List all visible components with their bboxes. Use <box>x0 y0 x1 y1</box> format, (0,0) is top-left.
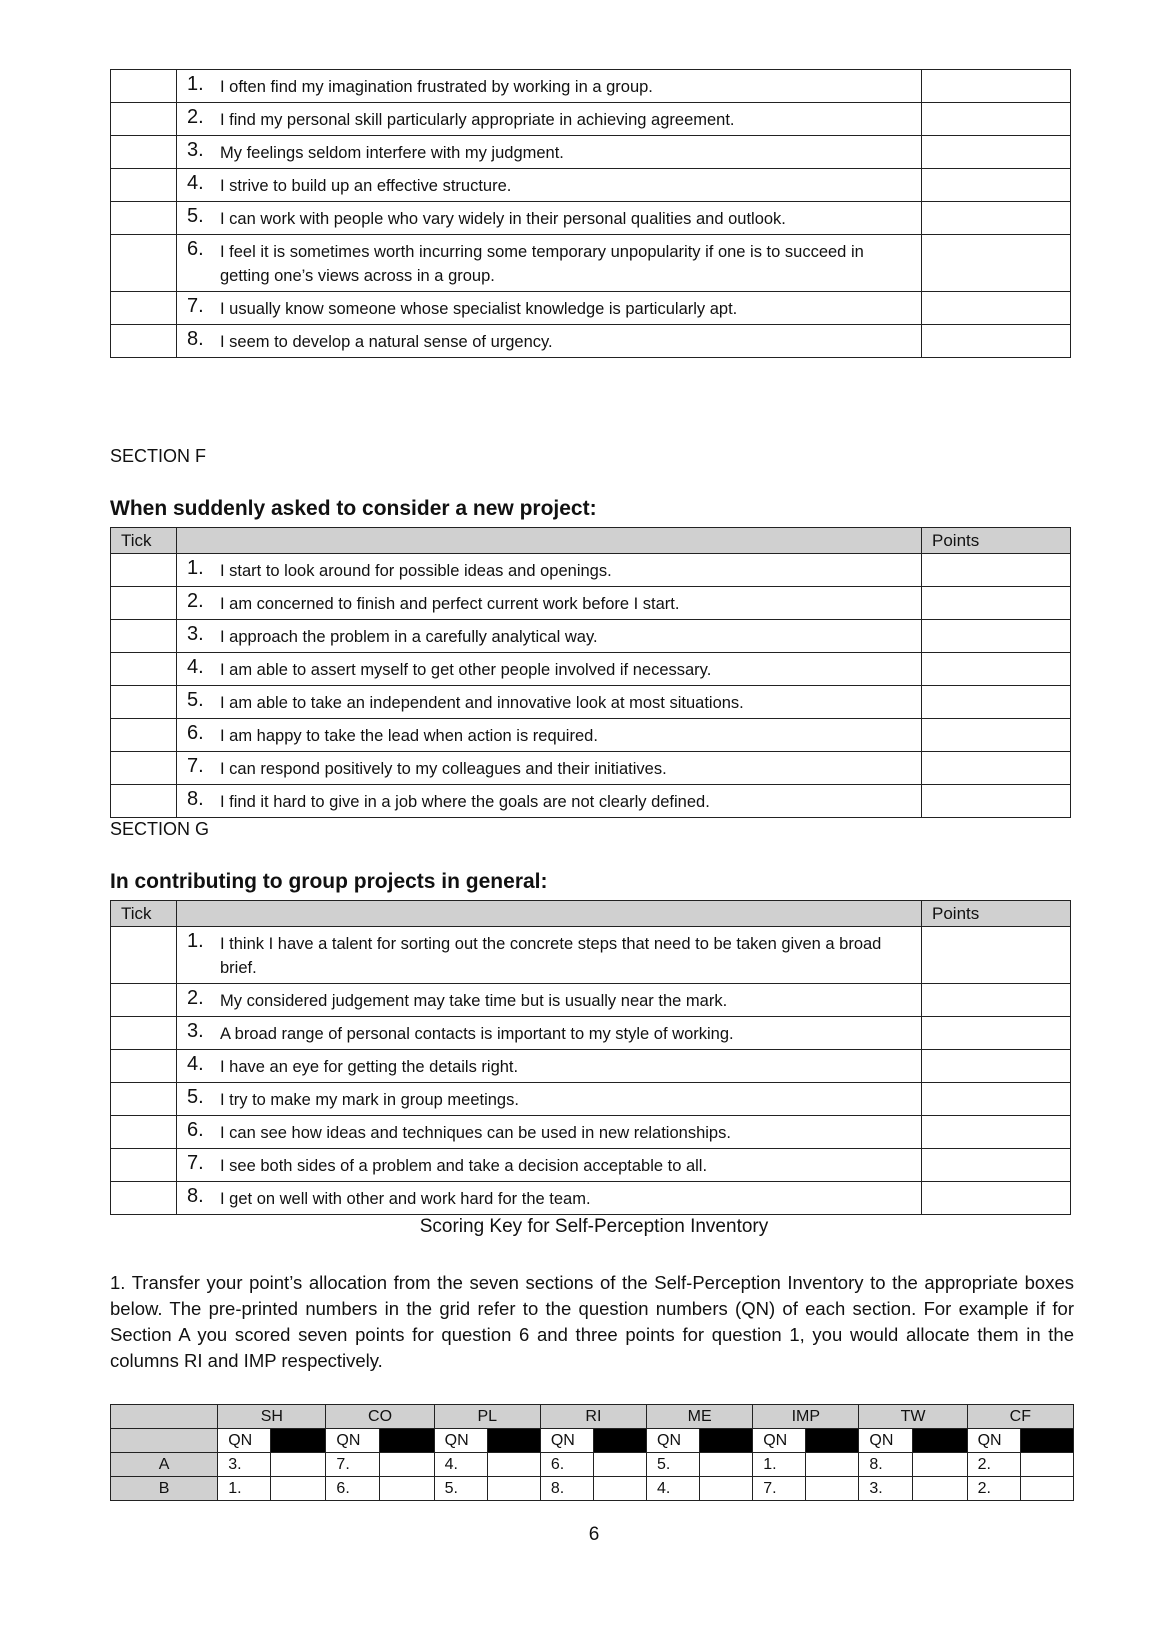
statement-cell <box>177 103 922 136</box>
table-row <box>111 325 1071 358</box>
list-item <box>187 328 915 354</box>
blocked-cell <box>1020 1429 1073 1453</box>
list-item <box>187 172 915 198</box>
section-f-label: SECTION F <box>110 446 207 466</box>
points-column-header: Points <box>922 901 1071 927</box>
item-text: A broad range of personal contacts is important to my style of working. <box>220 1025 734 1043</box>
role-header: CF <box>967 1405 1073 1429</box>
points-entry-cell[interactable] <box>1020 1453 1073 1477</box>
list-item <box>187 755 915 781</box>
item-number: 6. <box>187 238 204 260</box>
scoring-instructions: 1. Transfer your point’s allocation from the seven sections of the Self-Perception Inventory to the appropriate boxes below. The pre-printed numbers in the grid refer to the question numbers (QN) of each section. For example if for Section A you scored seven points for question 6 and three points for question 1, you would allocate them in the columns RI and IMP respectively. <box>110 1272 1074 1371</box>
qn-label: QN <box>540 1429 593 1453</box>
points-cell[interactable] <box>922 785 1071 818</box>
qn-label: QN <box>647 1429 700 1453</box>
item-number: 3. <box>187 139 204 161</box>
table-row <box>111 1116 1071 1149</box>
statement-cell <box>177 1182 922 1215</box>
role-header: TW <box>859 1405 967 1429</box>
section-row-label: A <box>111 1453 218 1477</box>
question-number-cell: 4. <box>434 1453 487 1477</box>
qn-label: QN <box>326 1429 379 1453</box>
points-cell[interactable] <box>922 686 1071 719</box>
list-item <box>187 656 915 682</box>
item-text: I can see how ideas and techniques can be used in new relationships. <box>220 1124 731 1142</box>
role-header: PL <box>434 1405 540 1429</box>
points-cell[interactable] <box>922 1116 1071 1149</box>
tick-cell[interactable] <box>111 653 177 686</box>
statement-cell <box>177 927 922 984</box>
table-row <box>111 719 1071 752</box>
points-entry-cell[interactable] <box>912 1453 967 1477</box>
question-number-cell: 1. <box>753 1453 806 1477</box>
points-cell[interactable] <box>922 169 1071 202</box>
statement-cell <box>177 169 922 202</box>
qn-label: QN <box>859 1429 912 1453</box>
list-item <box>187 1053 915 1079</box>
item-text: I find it hard to give in a job where the goals are not clearly defined. <box>220 793 710 811</box>
tick-cell[interactable] <box>111 1050 177 1083</box>
item-number: 5. <box>187 689 204 711</box>
item-number: 5. <box>187 1086 204 1108</box>
statement-cell <box>177 1149 922 1182</box>
list-item <box>187 295 915 321</box>
role-header: CO <box>326 1405 434 1429</box>
item-number: 8. <box>187 1185 204 1207</box>
statement-cell <box>177 719 922 752</box>
table-row <box>111 653 1071 686</box>
item-number: 3. <box>187 1020 204 1042</box>
statement-cell <box>177 1116 922 1149</box>
statement-cell <box>177 1083 922 1116</box>
statement-cell <box>177 587 922 620</box>
item-text: I think I have a talent for sorting out the concrete steps that need to be taken given a broad brief. <box>220 935 882 977</box>
question-number-cell: 7. <box>753 1477 806 1501</box>
question-number-cell: 5. <box>647 1453 700 1477</box>
table-row <box>111 1149 1071 1182</box>
tick-cell[interactable] <box>111 1116 177 1149</box>
question-number-cell: 7. <box>326 1453 379 1477</box>
table-row <box>111 620 1071 653</box>
tick-cell[interactable] <box>111 927 177 984</box>
table-row <box>111 785 1071 818</box>
table-row <box>111 136 1071 169</box>
statement-cell <box>177 70 922 103</box>
tick-cell[interactable] <box>111 686 177 719</box>
tick-cell[interactable] <box>111 292 177 325</box>
item-text: My considered judgement may take time but is usually near the mark. <box>220 992 728 1010</box>
item-number: 1. <box>187 930 204 952</box>
list-item <box>187 205 915 231</box>
points-entry-cell[interactable] <box>1020 1477 1073 1501</box>
item-text: I feel it is sometimes worth incurring some temporary unpopularity if one is to succeed in getting one’s views across in a group. <box>220 243 864 285</box>
question-number-cell: 1. <box>218 1477 271 1501</box>
item-number: 2. <box>187 987 204 1009</box>
item-number: 3. <box>187 623 204 645</box>
points-entry-cell[interactable] <box>806 1453 859 1477</box>
list-item <box>187 987 915 1013</box>
blocked-cell <box>700 1429 753 1453</box>
statement-cell <box>177 785 922 818</box>
statement-cell <box>177 653 922 686</box>
points-cell[interactable] <box>922 719 1071 752</box>
tick-cell[interactable] <box>111 235 177 292</box>
item-text: My feelings seldom interfere with my judgment. <box>220 144 564 162</box>
points-column-header: Points <box>922 528 1071 554</box>
scoring-key-title: Scoring Key for Self-Perception Inventory <box>419 1216 769 1237</box>
question-number-cell: 3. <box>859 1477 912 1501</box>
item-number: 2. <box>187 590 204 612</box>
role-header: SH <box>218 1405 326 1429</box>
table-row <box>111 103 1071 136</box>
table-row <box>111 752 1071 785</box>
table-row <box>111 235 1071 292</box>
tick-cell[interactable] <box>111 620 177 653</box>
points-cell[interactable] <box>922 752 1071 785</box>
tick-cell[interactable] <box>111 1083 177 1116</box>
list-item <box>187 1020 915 1046</box>
tick-cell[interactable] <box>111 719 177 752</box>
item-text: I am concerned to finish and perfect current work before I start. <box>220 595 680 613</box>
table-row <box>111 1453 1074 1477</box>
points-cell[interactable] <box>922 984 1071 1017</box>
question-number-cell: 4. <box>647 1477 700 1501</box>
points-entry-cell[interactable] <box>806 1477 859 1501</box>
corner-cell <box>111 1405 218 1429</box>
points-cell[interactable] <box>922 1149 1071 1182</box>
tick-cell[interactable] <box>111 202 177 235</box>
list-item <box>187 1086 915 1112</box>
points-cell[interactable] <box>922 620 1071 653</box>
blocked-cell <box>379 1429 434 1453</box>
item-text: I see both sides of a problem and take a decision acceptable to all. <box>220 1157 708 1175</box>
qn-label: QN <box>434 1429 487 1453</box>
points-cell[interactable] <box>922 653 1071 686</box>
blocked-cell <box>593 1429 646 1453</box>
question-number-cell: 2. <box>967 1477 1020 1501</box>
question-number-cell: 3. <box>218 1453 271 1477</box>
statement-cell <box>177 235 922 292</box>
statement-cell <box>177 202 922 235</box>
points-entry-cell[interactable] <box>379 1477 434 1501</box>
list-item <box>187 238 915 288</box>
tick-cell[interactable] <box>111 325 177 358</box>
item-text: I can work with people who vary widely in their personal qualities and outlook. <box>220 210 786 228</box>
blocked-cell <box>912 1429 967 1453</box>
table-row <box>111 1182 1071 1215</box>
item-text: I usually know someone whose specialist knowledge is particularly apt. <box>220 300 738 318</box>
list-item <box>187 1152 915 1178</box>
points-cell[interactable] <box>922 554 1071 587</box>
qn-label: QN <box>753 1429 806 1453</box>
list-item <box>187 73 915 99</box>
item-text: I find my personal skill particularly appropriate in achieving agreement. <box>220 111 735 129</box>
table-row <box>111 292 1071 325</box>
item-text: I approach the problem in a carefully analytical way. <box>220 628 598 646</box>
points-cell[interactable] <box>922 1182 1071 1215</box>
points-cell[interactable] <box>922 202 1071 235</box>
role-header: RI <box>540 1405 646 1429</box>
statement-cell <box>177 686 922 719</box>
list-item <box>187 788 915 814</box>
tick-cell[interactable] <box>111 785 177 818</box>
tick-cell[interactable] <box>111 984 177 1017</box>
item-number: 8. <box>187 788 204 810</box>
list-item <box>187 689 915 715</box>
table-row <box>111 686 1071 719</box>
corner-cell <box>111 1429 218 1453</box>
points-entry-cell[interactable] <box>271 1477 326 1501</box>
list-item <box>187 106 915 132</box>
table-row <box>111 587 1071 620</box>
blocked-cell <box>806 1429 859 1453</box>
item-number: 5. <box>187 205 204 227</box>
qn-label: QN <box>218 1429 271 1453</box>
points-cell[interactable] <box>922 1017 1071 1050</box>
table-row <box>111 1477 1074 1501</box>
points-cell[interactable] <box>922 136 1071 169</box>
points-entry-cell[interactable] <box>487 1453 540 1477</box>
points-cell[interactable] <box>922 103 1071 136</box>
item-number: 7. <box>187 755 204 777</box>
question-number-cell: 2. <box>967 1453 1020 1477</box>
item-number: 1. <box>187 557 204 579</box>
statement-cell <box>177 554 922 587</box>
qn-header-row <box>111 1429 1074 1453</box>
list-item <box>187 139 915 165</box>
statement-column-header <box>177 528 922 554</box>
item-number: 1. <box>187 73 204 95</box>
table-row <box>111 554 1071 587</box>
blocked-cell <box>271 1429 326 1453</box>
points-cell[interactable] <box>922 235 1071 292</box>
item-number: 7. <box>187 295 204 317</box>
section-g-table <box>110 900 1071 1215</box>
item-text: I try to make my mark in group meetings. <box>220 1091 519 1109</box>
statement-cell <box>177 292 922 325</box>
statement-cell <box>177 620 922 653</box>
points-cell[interactable] <box>922 1083 1071 1116</box>
item-text: I start to look around for possible ideas and openings. <box>220 562 612 580</box>
table-row <box>111 1017 1071 1050</box>
section-f-table <box>110 527 1071 818</box>
item-number: 4. <box>187 172 204 194</box>
table-row <box>111 169 1071 202</box>
item-text: I am able to assert myself to get other people involved if necessary. <box>220 661 712 679</box>
table-row <box>111 70 1071 103</box>
question-number-cell: 5. <box>434 1477 487 1501</box>
item-number: 6. <box>187 722 204 744</box>
role-header: ME <box>647 1405 753 1429</box>
page-number: 6 <box>588 1524 600 1545</box>
list-item <box>187 1185 915 1211</box>
tick-cell[interactable] <box>111 169 177 202</box>
item-text: I often find my imagination frustrated by working in a group. <box>220 78 653 96</box>
statement-column-header <box>177 901 922 927</box>
table-row <box>111 202 1071 235</box>
tick-column-header: Tick <box>111 528 177 554</box>
list-item <box>187 590 915 616</box>
section-g-label: SECTION G <box>110 819 210 839</box>
question-number-cell: 8. <box>540 1477 593 1501</box>
item-number: 2. <box>187 106 204 128</box>
tick-cell[interactable] <box>111 554 177 587</box>
statement-cell <box>177 984 922 1017</box>
section-f-heading: When suddenly asked to consider a new project: <box>110 497 597 520</box>
tick-cell[interactable] <box>111 103 177 136</box>
list-item <box>187 722 915 748</box>
points-entry-cell[interactable] <box>700 1453 753 1477</box>
list-item <box>187 930 915 980</box>
section-e-table <box>110 69 1071 358</box>
tick-cell[interactable] <box>111 1149 177 1182</box>
list-item <box>187 623 915 649</box>
blocked-cell <box>487 1429 540 1453</box>
points-entry-cell[interactable] <box>700 1477 753 1501</box>
table-row <box>111 1083 1071 1116</box>
tick-cell[interactable] <box>111 587 177 620</box>
points-entry-cell[interactable] <box>379 1453 434 1477</box>
points-entry-cell[interactable] <box>593 1477 646 1501</box>
item-number: 4. <box>187 1053 204 1075</box>
item-text: I strive to build up an effective structure. <box>220 177 512 195</box>
question-number-cell: 6. <box>326 1477 379 1501</box>
tick-column-header: Tick <box>111 901 177 927</box>
tick-cell[interactable] <box>111 136 177 169</box>
points-cell[interactable] <box>922 587 1071 620</box>
tick-cell[interactable] <box>111 1182 177 1215</box>
table-row <box>111 984 1071 1017</box>
points-entry-cell[interactable] <box>912 1477 967 1501</box>
question-number-cell: 6. <box>540 1453 593 1477</box>
points-cell[interactable] <box>922 1050 1071 1083</box>
points-cell[interactable] <box>922 292 1071 325</box>
item-text: I have an eye for getting the details right. <box>220 1058 519 1076</box>
list-item <box>187 1119 915 1145</box>
item-text: I am happy to take the lead when action is required. <box>220 727 598 745</box>
section-row-label: B <box>111 1477 218 1501</box>
item-text: I am able to take an independent and innovative look at most situations. <box>220 694 744 712</box>
scoring-grid <box>110 1404 1074 1501</box>
statement-cell <box>177 325 922 358</box>
statement-cell <box>177 752 922 785</box>
item-text: I seem to develop a natural sense of urgency. <box>220 333 553 351</box>
item-text: I can respond positively to my colleagues and their initiatives. <box>220 760 667 778</box>
statement-cell <box>177 1050 922 1083</box>
tick-cell[interactable] <box>111 70 177 103</box>
statement-cell <box>177 136 922 169</box>
item-number: 6. <box>187 1119 204 1141</box>
points-cell[interactable] <box>922 325 1071 358</box>
statement-cell <box>177 1017 922 1050</box>
role-header-row <box>111 1405 1074 1429</box>
table-row <box>111 1050 1071 1083</box>
question-number-cell: 8. <box>859 1453 912 1477</box>
points-entry-cell[interactable] <box>271 1453 326 1477</box>
points-entry-cell[interactable] <box>487 1477 540 1501</box>
table-row <box>111 927 1071 984</box>
item-number: 7. <box>187 1152 204 1174</box>
item-text: I get on well with other and work hard for the team. <box>220 1190 591 1208</box>
item-number: 8. <box>187 328 204 350</box>
points-cell[interactable] <box>922 927 1071 984</box>
list-item <box>187 557 915 583</box>
points-entry-cell[interactable] <box>593 1453 646 1477</box>
item-number: 4. <box>187 656 204 678</box>
tick-cell[interactable] <box>111 752 177 785</box>
role-header: IMP <box>753 1405 859 1429</box>
qn-label: QN <box>967 1429 1020 1453</box>
points-cell[interactable] <box>922 70 1071 103</box>
tick-cell[interactable] <box>111 1017 177 1050</box>
section-g-heading: In contributing to group projects in general: <box>110 870 548 893</box>
